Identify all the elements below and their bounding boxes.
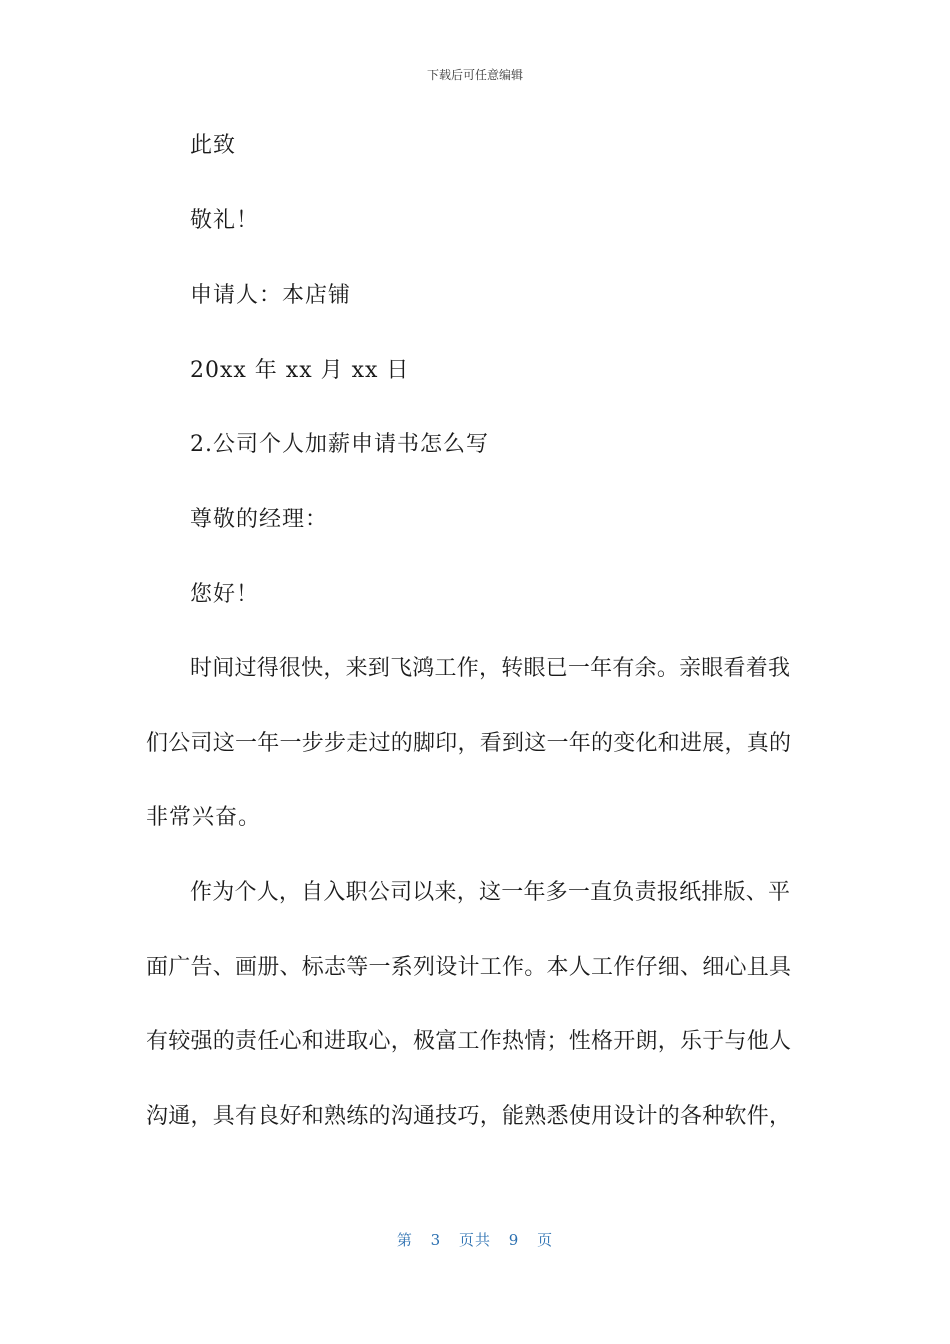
date-line: 20xx 年 xx 月 xx 日 xyxy=(190,358,410,383)
greeting-line: 您好！ xyxy=(190,582,260,607)
closing-line-1: 此致 xyxy=(190,133,237,158)
applicant-line: 申请人：本店铺 xyxy=(190,283,352,308)
closing-line-2: 敬礼！ xyxy=(190,208,260,233)
footer-middle: 页共 xyxy=(458,1231,491,1249)
footer-suffix: 页 xyxy=(537,1231,554,1249)
page-header-note: 下载后可任意编辑 xyxy=(426,68,523,82)
footer-current-page: 3 xyxy=(430,1231,442,1249)
footer-total-pages: 9 xyxy=(508,1231,520,1249)
paragraph-1-line-1: 时间过得很快，来到飞鸿工作，转眼已一年有余。亲眼看着我 xyxy=(190,656,790,681)
paragraph-2-line-2: 面广告、画册、标志等一系列设计工作。本人工作仔细、细心且具 xyxy=(146,955,791,980)
section-heading: 2.公司个人加薪申请书怎么写 xyxy=(190,432,489,457)
page-footer xyxy=(0,1229,950,1250)
paragraph-2-line-4: 沟通，具有良好和熟练的沟通技巧，能熟悉使用设计的各种软件， xyxy=(146,1104,791,1129)
salutation-line: 尊敬的经理： xyxy=(190,507,329,532)
paragraph-2-line-1: 作为个人，自入职公司以来，这一年多一直负责报纸排版、平 xyxy=(190,880,790,905)
paragraph-2-line-3: 有较强的责任心和进取心，极富工作热情；性格开朗，乐于与他人 xyxy=(146,1029,791,1054)
paragraph-1-line-3: 非常兴奋。 xyxy=(146,805,262,830)
paragraph-1-line-2: 们公司这一年一步步走过的脚印，看到这一年的变化和进展，真的 xyxy=(146,731,791,756)
footer-prefix: 第 xyxy=(396,1231,413,1249)
